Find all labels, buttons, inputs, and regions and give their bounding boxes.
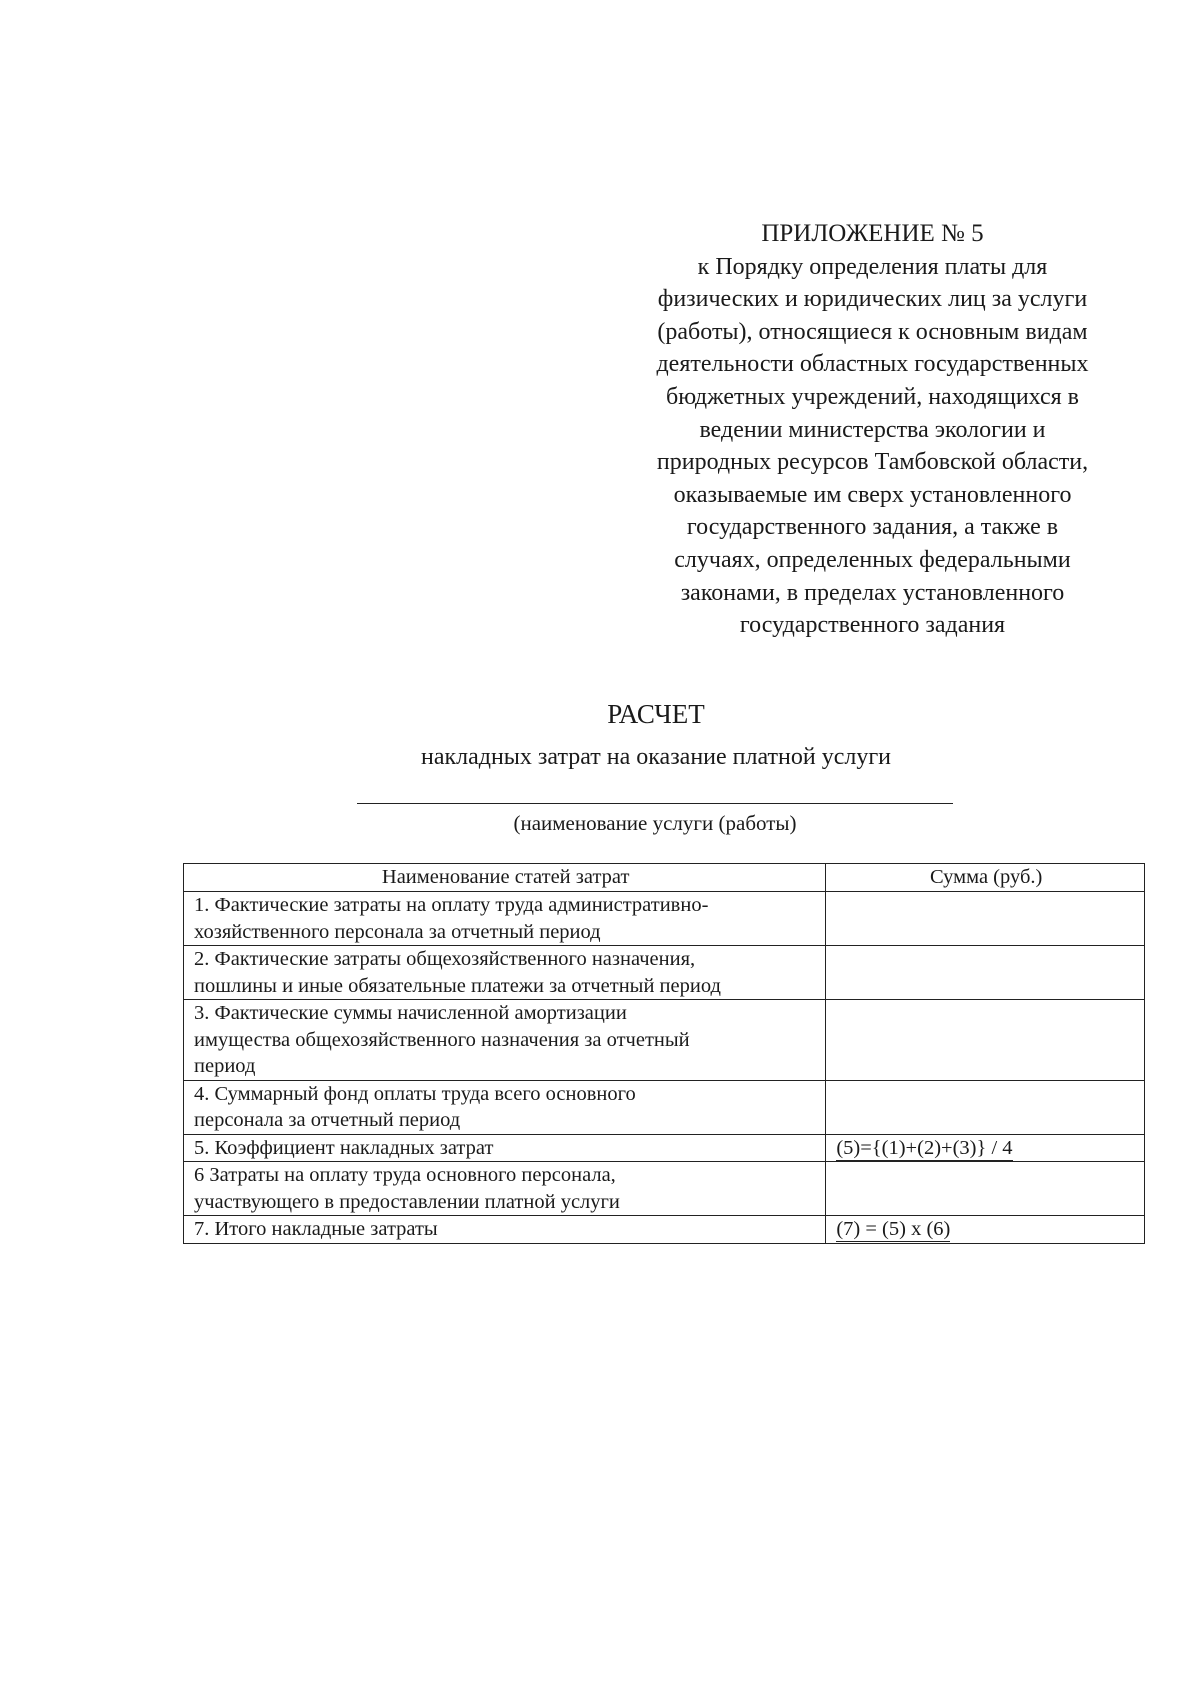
column-header-name: Наименование статей затрат	[184, 864, 826, 892]
overhead-coefficient-formula: (5)={(1)+(2)+(3)} / 4	[836, 1136, 1013, 1159]
appendix-line: государственного задания	[739, 612, 1006, 639]
cost-item-line: период	[194, 1055, 256, 1077]
appendix-block	[605, 218, 1140, 642]
total-overhead-formula: (7) = (5) х (6)	[836, 1218, 951, 1240]
service-name-caption: (наименование услуги (работы)	[513, 811, 797, 835]
appendix-line: деятельности областных государственных	[656, 351, 1089, 378]
cost-item-line: 4. Суммарный фонд оплаты труда всего основного	[194, 1082, 636, 1105]
appendix-line: (работы), относящиеся к основным видам	[657, 318, 1088, 345]
cost-item-line: 5. Коэффициент накладных затрат	[194, 1136, 494, 1159]
cost-item-line: 1. Фактические затраты на оплату труда административно-	[194, 894, 709, 916]
cost-item-sum	[826, 1216, 1145, 1244]
cost-item-line: хозяйственного персонала за отчетный период	[194, 920, 601, 943]
cost-item-name	[184, 1134, 826, 1162]
cost-item-sum	[826, 892, 1145, 946]
appendix-line: случаях, определенных федеральными	[674, 546, 1071, 573]
cost-item-name	[184, 892, 826, 946]
service-name-blank-line	[357, 803, 953, 804]
cost-item-sum	[826, 1000, 1145, 1081]
table-row	[184, 1216, 1145, 1244]
table-row	[184, 1000, 1145, 1081]
cost-item-sum	[826, 1162, 1145, 1216]
cost-item-line: имущества общехозяйственного назначения за отчетный	[194, 1028, 690, 1051]
cost-item-sum	[826, 1134, 1145, 1162]
table-row	[184, 892, 1145, 946]
table-row	[184, 946, 1145, 1000]
appendix-line: государственного задания, а также в	[686, 514, 1059, 541]
cost-item-sum	[826, 1080, 1145, 1134]
appendix-line: бюджетных учреждений, находящихся в	[665, 383, 1079, 410]
document-title: РАСЧЕТ	[607, 699, 705, 729]
column-header-sum: Сумма (руб.)	[826, 864, 1145, 892]
appendix-line: природных ресурсов Тамбовской области,	[656, 449, 1089, 476]
cost-item-name	[184, 946, 826, 1000]
cost-item-line: участвующего в предоставлении платной услуги	[194, 1190, 620, 1213]
cost-item-line: 3. Фактические суммы начисленной амортизации	[194, 1002, 627, 1024]
cost-item-line: персонала за отчетный период	[194, 1109, 461, 1131]
cost-item-name	[184, 1162, 826, 1216]
cost-item-line: 7. Итого накладные затраты	[194, 1218, 438, 1240]
table-row	[184, 1134, 1145, 1162]
appendix-line: физических и юридических лиц за услуги	[657, 286, 1088, 313]
table-header-row	[184, 864, 1145, 892]
cost-item-name	[184, 1000, 826, 1081]
appendix-line: к Порядку определения платы для	[697, 253, 1048, 280]
cost-item-sum	[826, 946, 1145, 1000]
appendix-line: оказываемые им сверх установленного	[673, 481, 1072, 508]
cost-item-name	[184, 1080, 826, 1134]
table-row	[184, 1162, 1145, 1216]
cost-item-line: 2. Фактические затраты общехозяйственного назначения,	[194, 948, 696, 970]
appendix-line: законами, в пределах установленного	[680, 579, 1065, 606]
document-subtitle: накладных затрат на оказание платной услуги	[420, 744, 892, 770]
table-row	[184, 1080, 1145, 1134]
appendix-title: ПРИЛОЖЕНИЕ № 5	[761, 220, 984, 247]
cost-item-name	[184, 1216, 826, 1244]
cost-table	[183, 863, 1145, 1244]
appendix-line: ведении министерства экологии и	[699, 416, 1046, 443]
cost-item-line: пошлины и иные обязательные платежи за отчетный период	[194, 974, 721, 997]
cost-item-line: 6 Затраты на оплату труда основного персонала,	[194, 1164, 616, 1186]
